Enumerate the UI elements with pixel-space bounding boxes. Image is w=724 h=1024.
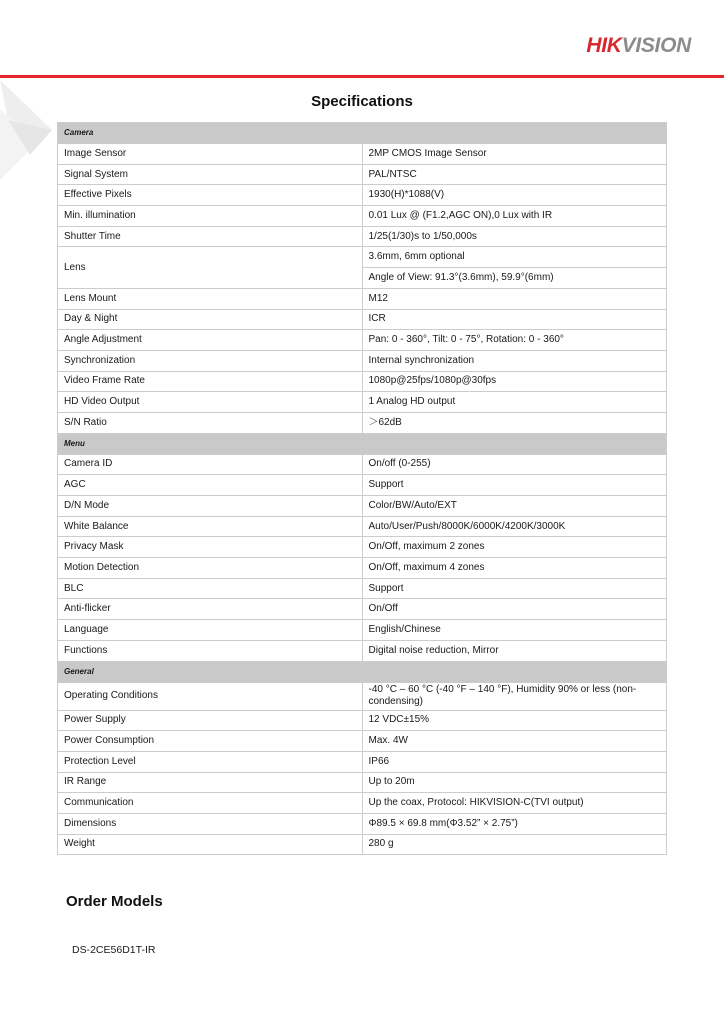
table-row: [58, 185, 667, 206]
table-row: [58, 578, 667, 599]
table-row: [58, 412, 667, 433]
spec-key: Lens Mount: [58, 288, 363, 309]
header-red-line: [0, 75, 724, 78]
spec-key: IR Range: [58, 772, 363, 793]
spec-key: Weight: [58, 834, 363, 855]
logo-vision-text: VISION: [621, 34, 691, 57]
spec-value: On/off (0-255): [362, 454, 667, 475]
spec-value: Digital noise reduction, Mirror: [362, 640, 667, 661]
table-row: [58, 710, 667, 731]
section-header-menu: [58, 433, 667, 454]
table-row: [58, 247, 667, 268]
table-row: [58, 793, 667, 814]
spec-key: Anti-flicker: [58, 599, 363, 620]
spec-value: PAL/NTSC: [362, 164, 667, 185]
section-label: General: [58, 661, 667, 682]
table-row: [58, 496, 667, 517]
section-header-camera: [58, 123, 667, 144]
spec-key: Power Supply: [58, 710, 363, 731]
spec-value: 1930(H)*1088(V): [362, 185, 667, 206]
spec-key: Operating Conditions: [58, 682, 363, 710]
spec-key: Video Frame Rate: [58, 371, 363, 392]
spec-key: Shutter Time: [58, 226, 363, 247]
table-row: [58, 350, 667, 371]
table-row: [58, 226, 667, 247]
specifications-title: Specifications: [311, 93, 413, 110]
spec-value: 1 Analog HD output: [362, 392, 667, 413]
spec-value: Up the coax, Protocol: HIKVISION-C(TVI output): [362, 793, 667, 814]
spec-value: Support: [362, 475, 667, 496]
spec-value: 0.01 Lux @ (F1.2,AGC ON),0 Lux with IR: [362, 206, 667, 227]
spec-key: Angle Adjustment: [58, 330, 363, 351]
spec-value: Pan: 0 - 360°, Tilt: 0 - 75°, Rotation: 0 - 360°: [362, 330, 667, 351]
spec-key: BLC: [58, 578, 363, 599]
order-models-title: Order Models: [66, 893, 163, 910]
spec-value: ICR: [362, 309, 667, 330]
table-row: [58, 731, 667, 752]
spec-key: Functions: [58, 640, 363, 661]
table-row: [58, 454, 667, 475]
spec-key: Camera ID: [58, 454, 363, 475]
table-row: [58, 309, 667, 330]
spec-key: Language: [58, 620, 363, 641]
spec-key: S/N Ratio: [58, 412, 363, 433]
order-model-item: DS-2CE56D1T-IR: [72, 944, 156, 956]
table-row: [58, 288, 667, 309]
spec-value: 1080p@25fps/1080p@30fps: [362, 371, 667, 392]
spec-value: Up to 20m: [362, 772, 667, 793]
spec-key: White Balance: [58, 516, 363, 537]
table-row: [58, 599, 667, 620]
spec-value: Support: [362, 578, 667, 599]
table-row: [58, 516, 667, 537]
spec-key: Power Consumption: [58, 731, 363, 752]
table-row: [58, 558, 667, 579]
table-row: [58, 640, 667, 661]
spec-key: Synchronization: [58, 350, 363, 371]
table-row: [58, 206, 667, 227]
spec-value: Color/BW/Auto/EXT: [362, 496, 667, 517]
spec-value: Max. 4W: [362, 731, 667, 752]
specifications-table: [57, 122, 667, 855]
spec-value: On/Off: [362, 599, 667, 620]
spec-value: English/Chinese: [362, 620, 667, 641]
table-row: [58, 813, 667, 834]
spec-key: Image Sensor: [58, 144, 363, 165]
spec-value: Internal synchronization: [362, 350, 667, 371]
table-row: [58, 144, 667, 165]
spec-key: HD Video Output: [58, 392, 363, 413]
spec-value: 2MP CMOS Image Sensor: [362, 144, 667, 165]
spec-value: 3.6mm, 6mm optional: [362, 247, 667, 268]
spec-value: Angle of View: 91.3°(3.6mm), 59.9°(6mm): [362, 268, 667, 289]
spec-key: Dimensions: [58, 813, 363, 834]
spec-key: Effective Pixels: [58, 185, 363, 206]
table-row: [58, 751, 667, 772]
spec-key: D/N Mode: [58, 496, 363, 517]
table-row: [58, 537, 667, 558]
spec-key: Privacy Mask: [58, 537, 363, 558]
spec-value: On/Off, maximum 4 zones: [362, 558, 667, 579]
table-row: [58, 164, 667, 185]
table-row: [58, 330, 667, 351]
spec-key: Min. illumination: [58, 206, 363, 227]
table-row: [58, 620, 667, 641]
spec-value: 280 g: [362, 834, 667, 855]
spec-key: Protection Level: [58, 751, 363, 772]
table-row: [58, 834, 667, 855]
spec-value: 1/25(1/30)s to 1/50,000s: [362, 226, 667, 247]
spec-value: ＞62dB: [362, 412, 667, 433]
spec-value: Auto/User/Push/8000K/6000K/4200K/3000K: [362, 516, 667, 537]
table-row: [58, 772, 667, 793]
logo-hik-text: HIK: [586, 34, 622, 57]
section-label: Menu: [58, 433, 667, 454]
spec-value: M12: [362, 288, 667, 309]
spec-key: Signal System: [58, 164, 363, 185]
table-row: [58, 371, 667, 392]
spec-value: Φ89.5 × 69.8 mm(Φ3.52” × 2.75”): [362, 813, 667, 834]
spec-key: AGC: [58, 475, 363, 496]
spec-value: IP66: [362, 751, 667, 772]
spec-value: 12 VDC±15%: [362, 710, 667, 731]
table-row: [58, 682, 667, 710]
spec-value: On/Off, maximum 2 zones: [362, 537, 667, 558]
spec-value: -40 °C – 60 °C (-40 °F – 140 °F), Humidity 90% or less (non-condensing): [362, 682, 667, 710]
spec-key: Motion Detection: [58, 558, 363, 579]
table-row: [58, 392, 667, 413]
spec-key: Lens: [58, 247, 363, 288]
section-label: Camera: [58, 123, 667, 144]
table-row: [58, 475, 667, 496]
hikvision-logo: [586, 34, 691, 58]
spec-key: Day & Night: [58, 309, 363, 330]
section-header-general: [58, 661, 667, 682]
spec-key: Communication: [58, 793, 363, 814]
